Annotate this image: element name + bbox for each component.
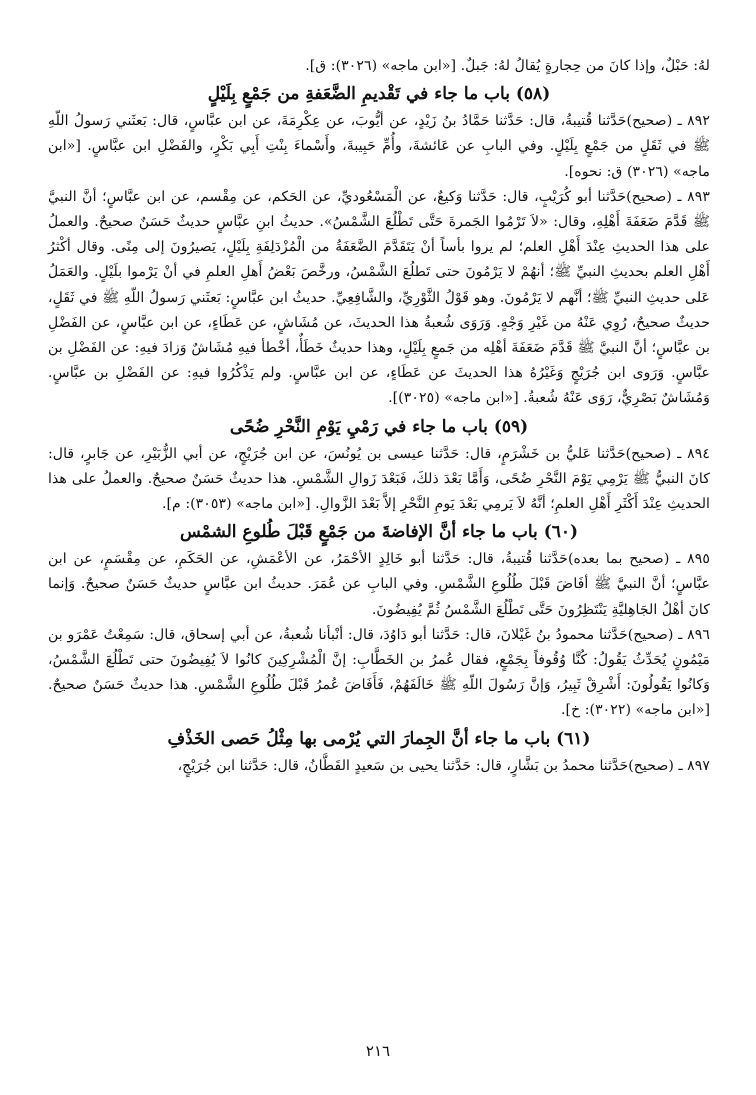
hadith-897: ٨٩٧ ـ (صحيح)حَدَّثنا محمدُ بن بَشَّارٍ، قال: حَدَّثنا يحيى بن سَعيدٍ القَطَّانُ، قال: حَدَّثنا ابن جُرَيْجٍ،: [177, 757, 710, 774]
intro-text: لهُ: حَبْلٌ، وإذا كانَ من حِجارةٍ يُقالُ لهُ: جَبلٌ. [«ابن ماجه» (٣٠٢٦): ق].: [305, 58, 710, 74]
hadith-896: ٨٩٦ ـ (صحيح)حَدَّثنا محمودُ بنُ غَيْلانَ، قال: حَدَّثنا أبو دَاوُدَ، قال: أنْبأنا شُعبةُ، عن أبي إسحاق، قال: سَمِعْتُ عَمْرَو بن مَيْمُونٍ يُحَدِّثُ يَقُولُ: كُنَّا وُقُوفاً بِجَمْعٍ، فقال عُمرُ بن الخَطَّابِ: إنَّ الْمُشْرِكِينَ كانُوا لاَ يُفِيضُونَ حتى تَطْلُعَ الشَّمْسُ، وَكانُوا يَقُولُونَ: أَشْرِقْ ثَبِيرُ، وَإنَّ رَسُولَ اللّهِ ﷺ خَالَفَهُمْ، فَأَفَاضَ عُمرُ قَبْلَ طُلُوعِ الشَّمْسِ. هذا حديثٌ حَسَنٌ صحيحٌ. [«ابن ماجه» (٣٠٢٢): خ].: [48, 626, 710, 719]
chapter-heading-59: (٥٩) باب ما جاء في رَمْيِ يَوْمِ النَّحْرِ ضُحًى: [229, 416, 529, 437]
page-content: [48, 54, 710, 779]
hadith-894: ٨٩٤ ـ (صحيح)حَدَّثنا عَليُّ بن خَشْرَمٍ، قال: حَدَّثنا عيسى بن يُونُسَ، عن ابن جُرَيْجٍ، عن أبي الزُّبَيْرِ، عن جَابرٍ، قال: كانَ النبيُّ ﷺ يَرْمِي يَوْمَ النَّحْرِ ضُحًى، وَأَمَّا بَعْدَ ذلكَ، فَبَعْدَ زَوالِ الشَّمْسِ. هذا حديثٌ حَسَنٌ صحيحٌ. والعملُ على هذا الحديثِ عِنْدَ أَكْثَرِ أَهْلِ العلمِ؛ أنَّهُ لاَ يَرمِي بَعْدَ يَومِ النَّحْرِ إلاَّ بَعْدَ الزَّوالِ. [«ابن ماجه» (٣٠٥٣): م].: [48, 445, 710, 513]
hadith-892: ٨٩٢ ـ (صحيح)حَدَّثنا قُتيبةُ، قال: حَدَّثنا حَمَّادُ بنُ زَيْدٍ، عن أيُّوبَ، عن عِكْرِمَةَ، عن ابن عبَّاسٍ، قال: بَعثَني رَسولُ اللّهِ ﷺ في ثَقَلٍ من جَمْعٍ بِلَيْلٍ. وفي البابِ عن عَائشةَ، وأُمِّ حَبِيبةَ، وأَسْماءَ بِنْتِ أَبِي بَكْرٍ، والفَضْلِ ابن عبَّاسٍ. [«ابن ماجه» (٣٠٢٦) ق: نحوه].: [48, 113, 710, 180]
hadith-893: ٨٩٣ ـ (صحيح)حَدَّثنا أبو كُرَيْبٍ، قال: حَدَّثنا وَكيعٌ، عن الْمَسْعُوديِّ، عن الحَكم، عن مِقْسم، عن ابن عبَّاسٍ؛ أنَّ النبيَّ ﷺ قَدَّمَ ضَعَفَةَ أَهْلِهِ، وقال: «لاَ تَرْمُوا الجَمرةَ حَتَّى تَطْلُعَ الشَّمْسُ». حديثُ ابنِ عبَّاسٍ حديثٌ حَسَنٌ صحيحٌ. والعملُ على هذا الحديثِ عِنْدَ أَهْلِ العلم؛ لم يروا بأساً أنْ يَتَقَدَّمَ الضَّعَفَةُ من الْمُزْدَلِفَةِ بِلَيْلٍ، يَصيرُونَ إلى مِنًى. وقال أكْثرُ أَهْلِ العلم بحديثِ النبيِّ ﷺ؛ أنهُمْ لا يَرْمُونَ حتى تَطلُعَ الشَّمْسُ، ورخَّصَ بَعْضُ أَهلِ العلمِ في أنْ يَرْموا بلَيْلٍ. والعَمَلُ عَلى حديثِ النبيِّ ﷺ؛ أنَّهم لا يَرْمُونَ. وهو قَوْلُ الثَّوْرِيِّ، والشَّافِعِيِّ. حديثُ ابن عبَّاسٍ: بَعثَني رَسولُ اللّهِ ﷺ في ثَقَلٍ، حديثٌ صحيحٌ، رُوِي عَنْهُ من غَيْرِ وَجْهٍ. وَرَوَى شُعبةُ هذا الحديثَ، عن مُشَاشٍ، عن عَطَاءٍ، عن ابن عبَّاسٍ، عن الفَضْلِ بن عبَّاسٍ؛ أنَّ النبيَّ ﷺ قَدَّمَ ضَعَفَةَ أهْلِه من جَمعٍ بِلَيْلٍ، وهذا حديثٌ خَطَأٌ، أخْطأ فيهِ مُشَاشٌ وَزادَ فيهِ: عن الفَضْلِ بن عبَّاسٍ. وَرَوى ابن جُرَيْجٍ وَغَيْرُهُ هذا الحديثَ عن عَطَاءٍ، عن ابن عبَّاسٍ. ولم يَذْكُرُوا فيهِ: عن الفَضْلِ بن عبَّاسٍ. وَمُشَاشٌ بَصْرِيٌّ، رَوَى عَنْهُ شُعبةُ. [«ابن ماجه» (٣٠٢٥)].: [48, 188, 710, 407]
page-number: ٢١٦: [365, 1042, 391, 1060]
hadith-895: ٨٩٥ ـ (صحيح بما بعده)حَدَّثنا قُتيبةُ، قال: حَدَّثنا أبو خَالِدٍ الأحْمَرُ، عن الأعْمَشِ، عن الحَكَمِ، عن مِقْسَمٍ، عن ابن عبَّاسٍ؛ أنَّ النبيَّ ﷺ أفَاضَ قَبْلَ طُلُوعِ الشَّمْسِ. وفي البابِ عن عُمَرَ. حديثُ ابن عبَّاسٍ حديثٌ حَسَنٌ صحيحٌ. وَإنما كانَ أهْلُ الجَاهِليَّةِ يَنْتَظِرُونَ حَتَّى تَطْلُعَ الشَّمْسُ ثُمَّ يُفِيضُونَ.: [48, 551, 710, 618]
chapter-heading-60: (٦٠) باب ما جاء أنَّ الإفاضةَ من جَمْعٍ قَبْلَ طُلوعِ الشمْس: [179, 522, 579, 543]
chapter-heading-61: (٦١) باب ما جاء أنَّ الجِمارَ التي يُرْمى بها مِثْلُ حَصى الخَذْفِ: [167, 728, 591, 749]
chapter-heading-58: (٥٨) باب ما جاء في تَقْديمِ الضَّعَفةِ من جَمْعٍ بِلَيْلٍ: [207, 84, 551, 105]
